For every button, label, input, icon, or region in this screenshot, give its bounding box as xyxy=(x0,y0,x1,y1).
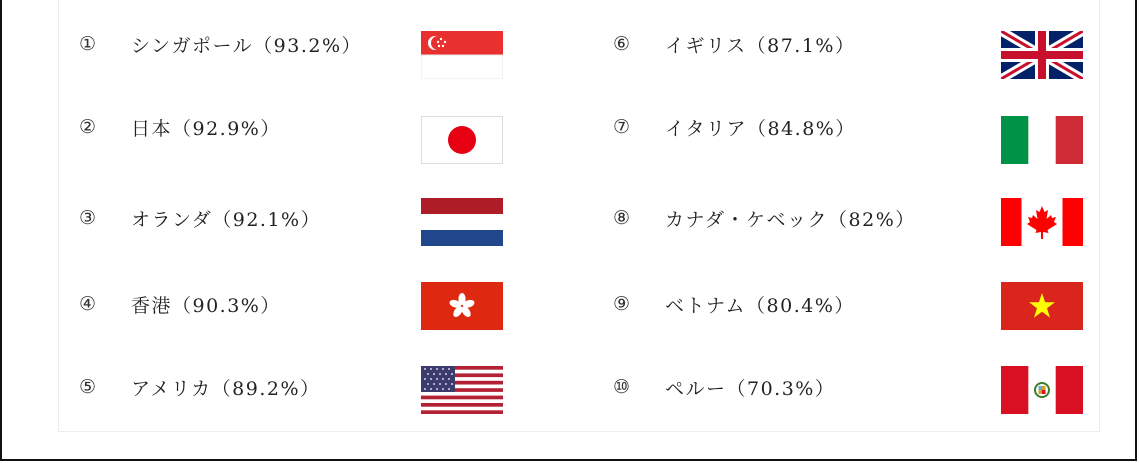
rank-number: ① xyxy=(79,33,97,55)
vietnam-flag-icon xyxy=(1001,282,1083,330)
country-label: 香港（90.3%） xyxy=(131,294,281,317)
rank-number: ⑥ xyxy=(613,33,631,55)
list-item xyxy=(79,20,362,68)
list-item xyxy=(613,280,855,328)
usa-flag-icon xyxy=(421,366,503,414)
uk-flag-icon xyxy=(1001,31,1083,79)
country-label: イタリア（84.8%） xyxy=(665,117,856,140)
rank-number: ④ xyxy=(79,293,97,315)
japan-flag-icon xyxy=(421,116,503,164)
list-item xyxy=(613,194,916,242)
rank-number: ② xyxy=(79,116,97,138)
country-label: ベトナム（80.4%） xyxy=(665,294,855,317)
country-label: カナダ・ケベック（82%） xyxy=(665,208,916,231)
rank-number: ⑨ xyxy=(613,293,631,315)
country-label: オランダ（92.1%） xyxy=(131,208,322,231)
country-label: ペルー（70.3%） xyxy=(665,377,836,400)
rank-number: ⑧ xyxy=(613,207,631,229)
country-label: アメリカ（89.2%） xyxy=(131,377,321,400)
country-label: 日本（92.9%） xyxy=(131,117,281,140)
peru-flag-icon xyxy=(1001,366,1083,414)
hong-kong-flag-icon xyxy=(421,282,503,330)
country-label: シンガポール（93.2%） xyxy=(131,34,363,57)
list-item xyxy=(613,103,856,151)
ranking-card xyxy=(58,0,1100,432)
rank-number: ③ xyxy=(79,207,97,229)
singapore-flag-icon xyxy=(421,31,503,79)
list-item xyxy=(79,280,281,328)
country-label: イギリス（87.1%） xyxy=(665,34,856,57)
list-item xyxy=(613,363,835,411)
list-item xyxy=(613,20,855,68)
canada-flag-icon xyxy=(1001,198,1083,246)
list-item xyxy=(79,103,281,151)
rank-number: ⑦ xyxy=(613,116,631,138)
rank-number: ⑩ xyxy=(613,376,631,398)
list-item xyxy=(79,363,321,411)
rank-number: ⑤ xyxy=(79,376,97,398)
netherlands-flag-icon xyxy=(421,198,503,246)
list-item xyxy=(79,194,321,242)
italy-flag-icon xyxy=(1001,116,1083,164)
